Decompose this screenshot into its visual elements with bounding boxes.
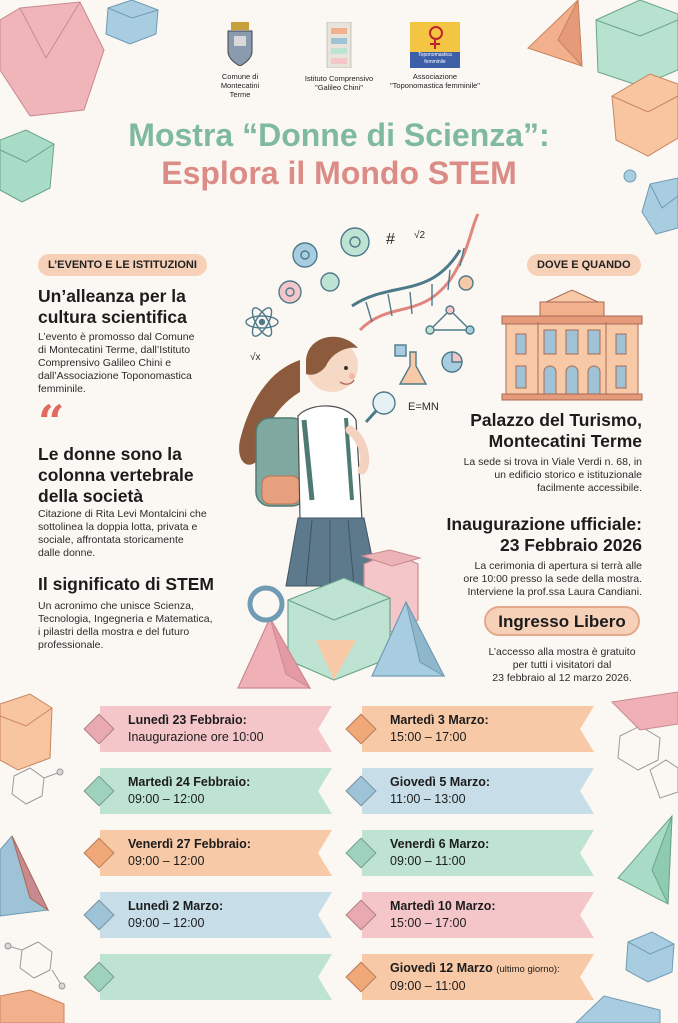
- text-line: Interviene la prof.ssa Laura Candiani.: [467, 586, 642, 598]
- quote-heading-line2: colonna vertebrale: [38, 465, 194, 485]
- text-line: Un acronimo che unisce Scienza,: [38, 600, 194, 612]
- stem-heading: Il significato di STEM: [38, 574, 214, 594]
- text-line: Comprensivo Galileo Chini e: [38, 357, 172, 369]
- associazione-logo-block: [380, 22, 490, 90]
- text-line: ore 10:00 presso la sede della mostra.: [463, 573, 642, 585]
- text-line: per tutti i visitatori dal: [512, 659, 612, 671]
- istituto-name-line2: "Galileo Chini": [315, 83, 363, 92]
- schedule-time: 09:00 – 11:00: [390, 979, 466, 993]
- text-line: di Montecatini Terme, dall’Istituto: [38, 344, 191, 356]
- schedule-time: 09:00 – 12:00: [128, 854, 205, 868]
- text-line: La cerimonia di apertura si terrà alle: [474, 560, 642, 572]
- text-line: sociale, affrontata storicamente: [38, 534, 184, 546]
- text-line: dall’Associazione Toponomastica: [38, 370, 192, 382]
- comune-logo-block: [210, 22, 270, 99]
- text-line: Tecnologia, Ingegneria e Matematica,: [38, 613, 213, 625]
- sqrtx-symbol: √x: [250, 352, 261, 363]
- schedule-time: 11:00 – 13:00: [390, 792, 466, 806]
- section-label-evento: L’EVENTO E LE ISTITUZIONI: [38, 254, 207, 276]
- palazzo-building: [502, 290, 642, 400]
- text-line: L’accesso alla mostra è gratuito: [488, 646, 636, 658]
- schedule-time: 09:00 – 12:00: [128, 916, 205, 930]
- schedule-day: Venerdì 6 Marzo:: [390, 837, 490, 851]
- pink-polyhedron-shape: [0, 2, 104, 116]
- schedule-time: Inaugurazione ore 10:00: [128, 730, 264, 744]
- schedule-day: Venerdì 27 Febbraio:: [128, 837, 251, 851]
- text-line: un edificio storico e istituzionale: [494, 469, 642, 481]
- schedule-time: 09:00 – 11:00: [390, 854, 466, 868]
- text-line: 23 febbraio al 12 marzo 2026.: [492, 672, 632, 684]
- alleanza-heading-line2: cultura scientifica: [38, 307, 187, 327]
- orange-pyramid-shape: [528, 0, 582, 66]
- inauguration-heading-line2: 23 Febbraio 2026: [499, 535, 642, 555]
- schedule-day: Giovedì 5 Marzo:: [390, 775, 491, 789]
- schedule-day: Lunedì 23 Febbraio:: [128, 713, 247, 727]
- ingresso-libero-badge: Ingresso Libero: [484, 606, 640, 636]
- quote-heading-line1: Le donne sono la: [38, 444, 182, 464]
- alleanza-text: [38, 331, 194, 396]
- formula-label: E=MN: [408, 401, 439, 413]
- schedule-day: Lunedì 2 Marzo:: [128, 899, 224, 913]
- text-line: Citazione di Rita Levi Montalcini che: [38, 508, 207, 520]
- stem-text: [38, 600, 213, 652]
- schedule-day: Martedì 24 Febbraio:: [128, 775, 251, 789]
- comune-name-line1: Comune di: [221, 72, 259, 81]
- alleanza-heading: [38, 286, 187, 328]
- place-heading-line1: Palazzo del Turismo,: [470, 410, 642, 430]
- schedule-day: Martedì 3 Marzo:: [390, 713, 489, 727]
- schedule-note: (ultimo giorno):: [496, 964, 560, 975]
- inauguration-heading-line1: Inaugurazione ufficiale:: [446, 514, 642, 534]
- section-label-dove: DOVE E QUANDO: [527, 254, 641, 276]
- istituto-logo-block: [292, 22, 386, 92]
- comune-crest-icon: [225, 22, 255, 66]
- hash-symbol: #: [386, 231, 395, 248]
- alleanza-heading-line1: Un’alleanza per la: [38, 286, 186, 306]
- main-title-line2: Esplora il Mondo STEM: [161, 155, 517, 191]
- green-cube-shape-right: [596, 0, 678, 86]
- ribbon-band: [100, 954, 332, 1000]
- text-line: facilmente accessibile.: [536, 482, 642, 494]
- place-text: [400, 456, 642, 495]
- inauguration-text: [400, 560, 642, 599]
- associazione-badge-text: Toponomastica femminile: [410, 52, 460, 68]
- sqrt-symbol: √2: [414, 230, 426, 241]
- ingresso-text: [460, 646, 664, 685]
- quote-text: [38, 508, 207, 560]
- inauguration-heading: [400, 514, 642, 556]
- quote-mark-icon: “: [38, 395, 65, 449]
- text-line: L’evento è promosso dal Comune: [38, 331, 195, 343]
- associazione-name-line1: Associazione: [412, 72, 458, 81]
- quote-heading-line3: della società: [38, 486, 144, 506]
- main-title-line1: Mostra “Donne di Scienza”:: [128, 117, 550, 153]
- place-heading: [400, 410, 642, 452]
- text-line: i pilastri della mostra e del futuro: [38, 626, 190, 638]
- text-line: professionale.: [38, 639, 104, 651]
- text-line: femminile.: [38, 383, 86, 395]
- text-line: dalle donne.: [38, 547, 96, 559]
- istituto-emblem-icon: [325, 22, 353, 68]
- text-line: La sede si trova in Viale Verdi n. 68, in: [463, 456, 642, 468]
- blue-cube-shape: [106, 0, 158, 44]
- girl-illustration: [239, 337, 378, 586]
- quote-heading: [38, 444, 194, 507]
- associazione-badge: [410, 22, 460, 68]
- associazione-name-line2: "Toponomastica femminile": [390, 81, 480, 90]
- schedule-day: Giovedì 12 Marzo: [390, 961, 493, 975]
- comune-name-line2: Montecatini Terme: [220, 81, 260, 99]
- schedule-time: 09:00 – 12:00: [128, 792, 205, 806]
- schedule-time: 15:00 – 17:00: [390, 916, 467, 930]
- place-heading-line2: Montecatini Terme: [488, 431, 642, 451]
- schedule-day: Martedì 10 Marzo:: [390, 899, 496, 913]
- schedule-time: 15:00 – 17:00: [390, 730, 467, 744]
- istituto-name-line1: Istituto Comprensivo: [304, 74, 374, 83]
- venus-sign-icon: [410, 22, 460, 52]
- text-line: sottolinea la doppia lotta, privata e: [38, 521, 198, 533]
